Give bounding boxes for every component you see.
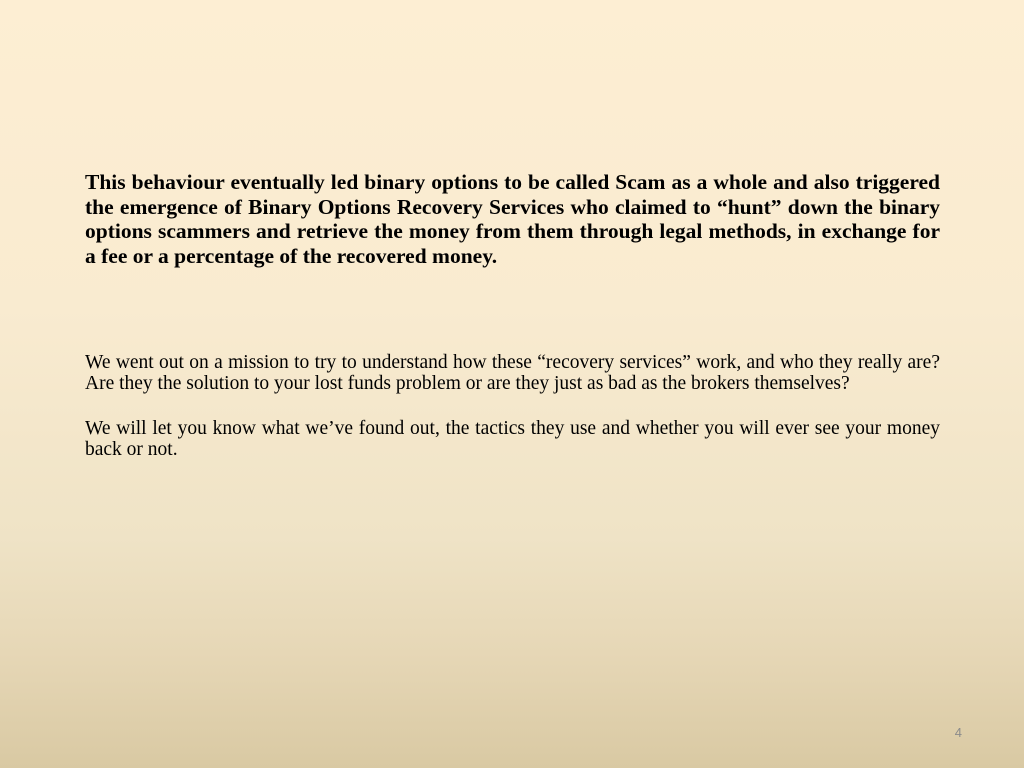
slide-content xyxy=(85,170,940,460)
mission-paragraph: We went out on a mission to try to understand how these “recovery services” work, and who they really are? Are they the solution to your lost funds problem or are they just as bad as the brokers themselves? xyxy=(85,352,940,394)
bold-intro-paragraph: This behaviour eventually led binary options to be called Scam as a whole and also triggered the emergence of Binary Options Recovery Services who claimed to “hunt” down the binary options scammers and retrieve the money from them through legal methods, in exchange for a fee or a percentage of the recovered money. xyxy=(85,170,940,268)
findings-paragraph: We will let you know what we’ve found out, the tactics they use and whether you will ever see your money back or not. xyxy=(85,418,940,460)
page-number: 4 xyxy=(954,725,962,740)
